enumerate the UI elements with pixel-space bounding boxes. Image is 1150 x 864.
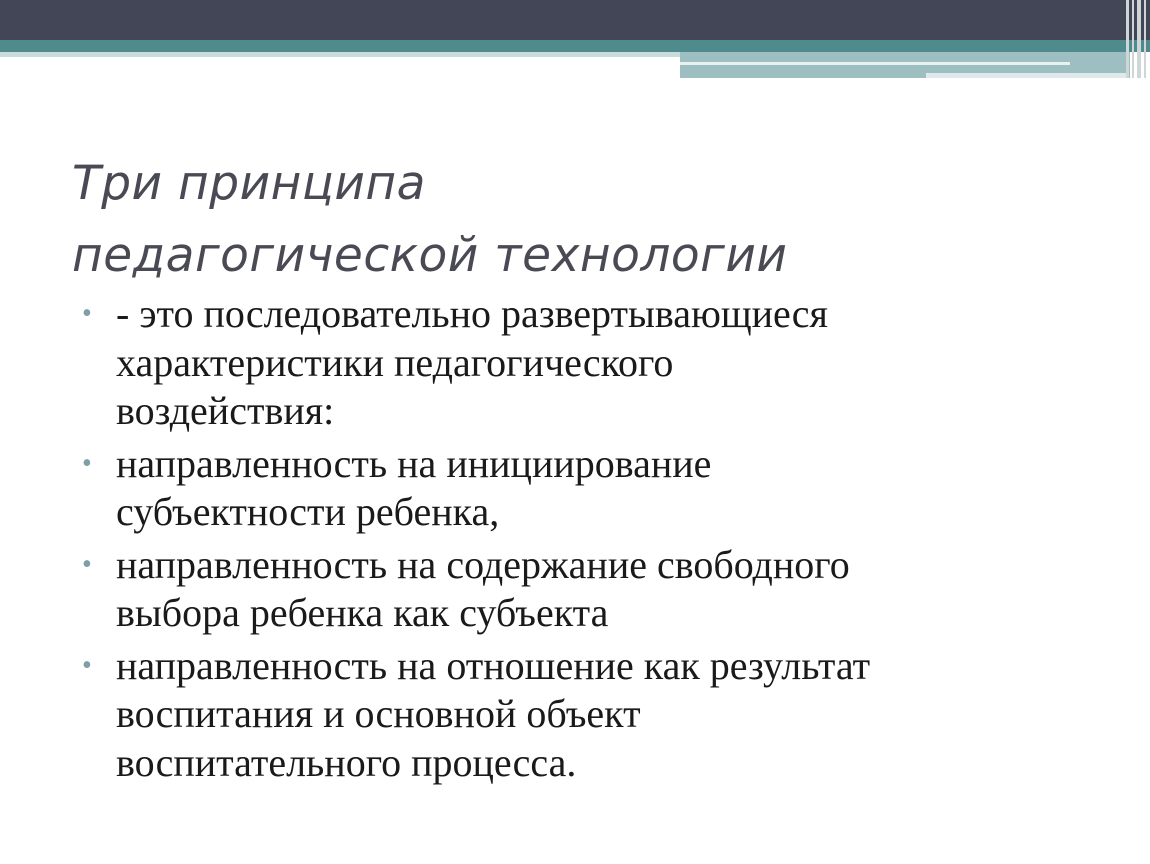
bullet-dot-icon: • (82, 548, 92, 580)
bullet-4-line-1: направленность на отношение как результат (116, 642, 871, 688)
bullet-dot-icon: • (82, 298, 92, 329)
bullet-2-line-2: субъектности ребенка, (116, 489, 500, 534)
bullet-4-line-3: воспитательного процесса. (116, 739, 577, 785)
header-band-teal (0, 40, 1150, 52)
bullet-item-4 (80, 642, 1120, 788)
bullet-dot-icon: • (82, 649, 92, 681)
slide-title (72, 148, 1072, 292)
bullet-item-3 (80, 541, 1120, 638)
bullet-1-line-2: характеристики педагогического (116, 339, 674, 385)
header-band-light (0, 52, 680, 57)
bullet-item-2 (80, 440, 1120, 537)
bullet-3-line-2: выбора ребенка как субъекта (116, 590, 609, 635)
header-band-dark (0, 0, 1150, 40)
slide-title-line-1: Три принципа (72, 156, 426, 211)
slide-title-line-2: педагогической технологии (72, 228, 788, 283)
header-band-thin-2 (926, 73, 1126, 78)
bullet-4-line-2: воспитания и основной объект (116, 691, 641, 736)
bullet-3-line-1: направленность на содержание свободного (116, 541, 850, 587)
bullet-dot-icon: • (82, 447, 92, 479)
bullet-item-1 (80, 290, 1120, 436)
header-vertical-stripes (1124, 0, 1150, 78)
header-band-thin (680, 62, 1070, 65)
bullet-2-line-1: направленность на инициирование (116, 440, 712, 486)
bullet-list (80, 290, 1120, 791)
bullet-1-line-3: воздействия: (116, 388, 335, 433)
bullet-1-line-1: - это последовательно развертывающиеся (116, 291, 828, 336)
